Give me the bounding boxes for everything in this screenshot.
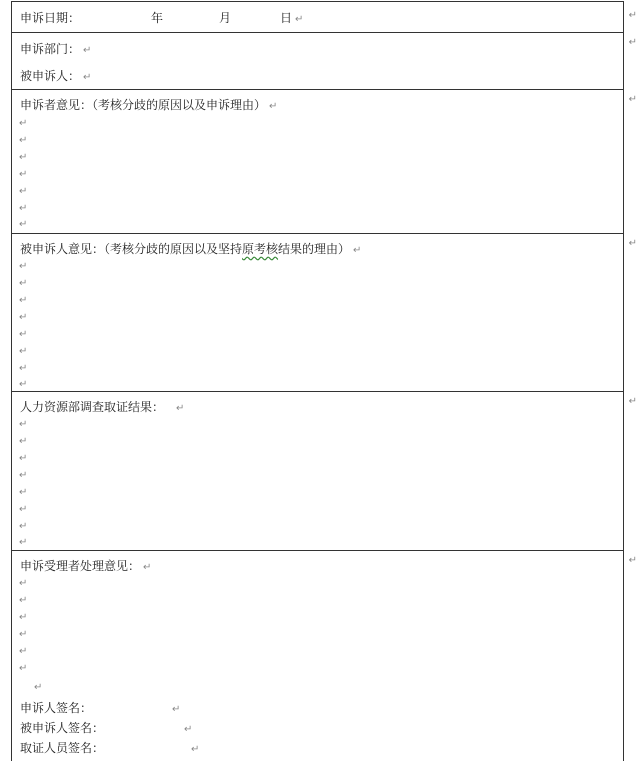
- parties-row: [12, 33, 623, 90]
- respondent-opinion-label: 被申诉人意见：（考核分歧的原因以及坚持原考核结果的理由） ↵: [20, 242, 362, 256]
- hr-result-section: [12, 392, 623, 551]
- paragraph-mark: ↵: [19, 436, 28, 447]
- appeal-form: [11, 1, 624, 761]
- date-row: [12, 2, 623, 33]
- paragraph-mark: ↵: [19, 135, 28, 146]
- hr-result-label: 人力资源部调查取证结果： ↵: [20, 400, 185, 414]
- paragraph-mark: ↵: [19, 419, 28, 430]
- respondent-opinion-section: [12, 234, 623, 392]
- paragraph-mark: ↵: [19, 278, 28, 289]
- paragraph-mark: ↵: [19, 578, 28, 589]
- date-day: 日 ↵: [280, 11, 304, 25]
- paragraph-mark: ↵: [19, 186, 28, 197]
- date-year: 年: [151, 11, 164, 25]
- paragraph-mark: ↵: [19, 219, 28, 230]
- paragraph-mark: ↵: [19, 470, 28, 481]
- paragraph-mark: ↵: [19, 487, 28, 498]
- paragraph-mark: ↵: [19, 203, 28, 214]
- complainant-signature: 申诉人签名： ↵: [20, 701, 181, 715]
- respondent-label: 被申诉人： ↵: [20, 69, 92, 83]
- dept-label: 申诉部门： ↵: [20, 42, 92, 56]
- handler-opinion-section: [12, 551, 623, 762]
- paragraph-mark: ↵: [19, 537, 28, 548]
- handler-opinion-label: 申诉受理者处理意见： ↵: [20, 559, 152, 573]
- paragraph-mark: ↵: [19, 629, 28, 640]
- paragraph-mark: ↵: [19, 346, 28, 357]
- paragraph-mark: ↵: [34, 682, 43, 693]
- complainant-opinion-section: [12, 90, 623, 234]
- complainant-opinion-label: 申诉者意见：（考核分歧的原因以及申诉理由） ↵: [20, 98, 278, 112]
- paragraph-mark: ↵: [19, 295, 28, 306]
- paragraph-mark: ↵: [19, 312, 28, 323]
- paragraph-mark: ↵: [19, 261, 28, 272]
- row-end-mark: ↵: [628, 94, 637, 105]
- row-end-mark: ↵: [628, 555, 637, 566]
- paragraph-mark: ↵: [19, 663, 28, 674]
- row-end-mark: ↵: [628, 37, 637, 48]
- row-end-mark: ↵: [628, 396, 637, 407]
- paragraph-mark: ↵: [19, 363, 28, 374]
- paragraph-mark: ↵: [19, 521, 28, 532]
- proofing-underline: 原考核: [242, 242, 279, 256]
- paragraph-mark: ↵: [19, 595, 28, 606]
- row-end-mark: ↵: [628, 10, 637, 21]
- row-end-mark: ↵: [628, 238, 637, 249]
- paragraph-mark: ↵: [19, 329, 28, 340]
- paragraph-mark: ↵: [19, 646, 28, 657]
- date-month: 月: [219, 11, 232, 25]
- paragraph-mark: ↵: [19, 504, 28, 515]
- paragraph-mark: ↵: [19, 453, 28, 464]
- respondent-signature: 被申诉人签名： ↵: [20, 721, 193, 735]
- witness-signature: 取证人员签名： ↵: [20, 741, 200, 755]
- date-label: 申诉日期：: [20, 11, 81, 25]
- paragraph-mark: ↵: [19, 379, 28, 390]
- paragraph-mark: ↵: [19, 169, 28, 180]
- paragraph-mark: ↵: [19, 612, 28, 623]
- paragraph-mark: ↵: [19, 152, 28, 163]
- paragraph-mark: ↵: [19, 118, 28, 129]
